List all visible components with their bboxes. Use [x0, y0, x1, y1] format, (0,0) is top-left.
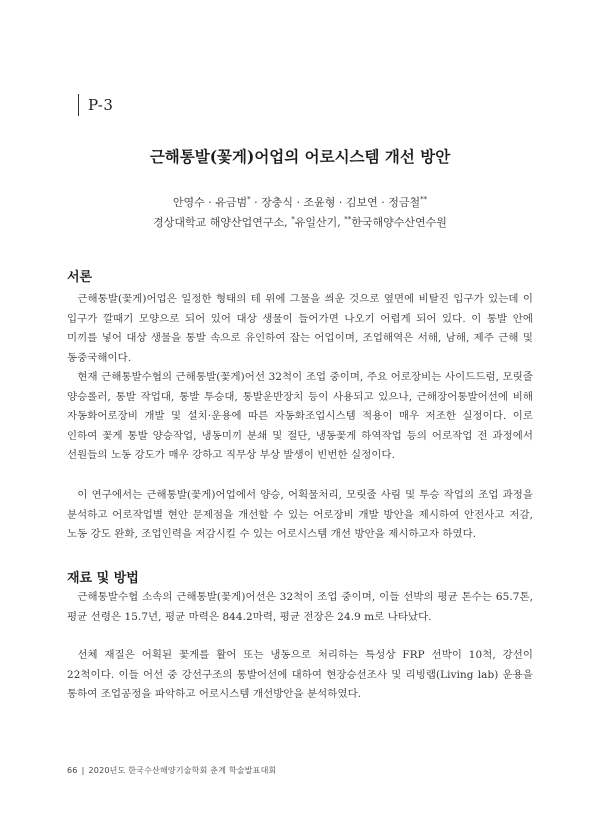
intro-paragraph-2: 현재 근해통발수협의 근해통발(꽃게)어선 32척이 조업 중이며, 주요 어로장비는 사이드드럼, 모릿줄 양승롤러, 통발 작업대, 통발 투승대, 통발운반장치 등이 사용되고 있으나, 근해장어통발어선에 비해 자동화어로장비 개발 및 설치·운용에 따른 자동화조업시스템 적용이 매우 저조한 실정이다. 이로 인하여 꽃게 통발 양승작업, 냉동미끼 분쇄 및 절단, 냉동꽃게 하역작업 등의 어로작업 전 과정에서 선원들의 노동 강도가 매우 강하고 직무상 부상 발생이 빈번한 실정이다.: [67, 371, 533, 462]
author-name: 유금범: [215, 196, 248, 209]
affiliation: 경상대학교 해양산업연구소,: [153, 216, 292, 229]
author-name: 장충식: [261, 196, 293, 209]
affiliation: 한국해양수산연수원: [351, 216, 447, 229]
page-footer: [67, 765, 276, 776]
page-number: 66: [67, 766, 78, 775]
author-name: 조윤형: [303, 196, 336, 209]
intro-paragraph-3: 이 연구에서는 근해통발(꽃게)어업에서 양승, 어획물처리, 모릿줄 사림 및 투승 작업의 조업 과정을 분석하고 어로작업별 현안 문제점을 개선할 수 있는 어로장비 개발 방안을 제시하여 안전사고 저감, 노동 강도 완화, 조업인력을 저감시킬 수 있는 어로시스템 개선 방안을 제시하고자 하였다.: [67, 489, 533, 541]
author-separator: ·: [335, 196, 346, 209]
author-block: [0, 193, 600, 233]
author-mark: **: [420, 195, 428, 204]
author-mark: *: [247, 195, 251, 204]
footer-separator: |: [81, 766, 85, 775]
author-separator: ·: [293, 196, 304, 209]
affiliation: 유일산기,: [294, 216, 345, 229]
section-heading-methods: 재료 및 방법: [67, 571, 139, 586]
intro-paragraph-1: 근해통발(꽃게)어업은 일정한 형태의 테 위에 그물을 씌운 것으로 옆면에 비탈진 입구가 있는데 이 입구가 깔때기 모양으로 되어 있어 대상 생물이 들어가면 나오기 어렵게 되어 있다. 이 통발 안에 미끼를 넣어 대상 생물을 통발 속으로 유인하여 잡는 어업이며, 조업해역은 서해, 남해, 제주 근해 및 동중국해이다.: [67, 293, 533, 364]
affiliation-mark: *: [291, 215, 295, 224]
paper-title: 근해통발(꽃게)어업의 어로시스템 개선 방안: [149, 147, 451, 166]
session-tag: P-3: [78, 94, 113, 116]
conference-name: 2020년도 한국수산해양기술학회 춘계 학술발표대회: [88, 766, 277, 775]
section-heading-introduction: 서론: [67, 270, 93, 285]
author-separator: ·: [377, 196, 389, 209]
methods-paragraph-1: 근해통발수협 소속의 근해통발(꽃게)어선은 32척이 조업 중이며, 이들 선박의 평균 톤수는 65.7톤, 평균 선령은 15.7년, 평균 마력은 844.2마력, 평균 전장은 24.9 m로 나타났다.: [67, 591, 533, 623]
author-separator: ·: [250, 196, 262, 209]
author-separator: ·: [204, 196, 216, 209]
author-name: 정금철: [388, 196, 421, 209]
methods-paragraph-2: 선체 재질은 어획된 꽃게를 활어 또는 냉동으로 처리하는 특성상 FRP 선박이 10척, 강선이 22척이다. 이들 어선 중 강선구조의 통발어선에 대하여 현장승선조사 및 리빙랩(Living lab) 운용을 통하여 조업공정을 파악하고 어로시스템 개선방안을 분석하였다.: [67, 649, 533, 701]
affiliation-mark: **: [344, 215, 352, 224]
author-name: 안영수: [172, 196, 205, 209]
author-list: [0, 193, 600, 213]
author-name: 김보연: [345, 196, 378, 209]
affiliation-list: [0, 213, 600, 233]
